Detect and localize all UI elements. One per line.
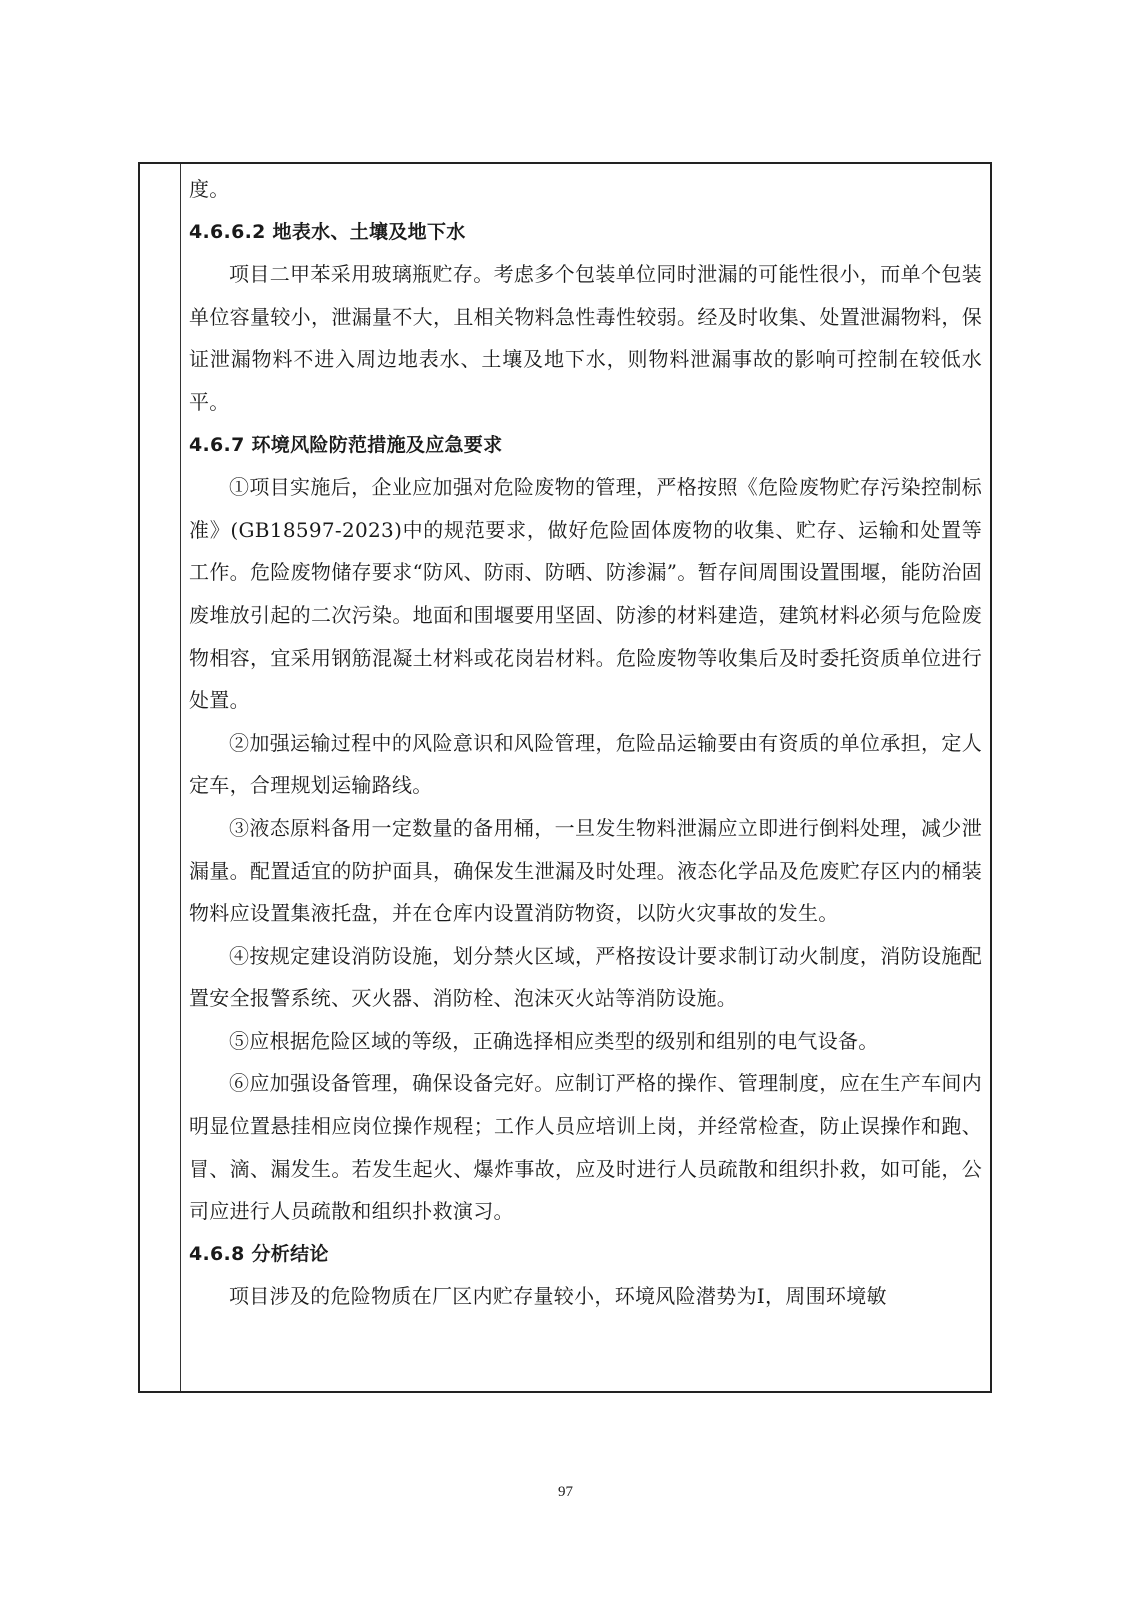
- table-left-column: [140, 164, 181, 1391]
- continued-text: 度。: [189, 177, 230, 201]
- paragraph-measure-3: ③液态原料备用一定数量的备用桶，一旦发生物料泄漏应立即进行倒料处理，减少泄漏量。配置适宜的防护面具，确保发生泄漏及时处理。液态化学品及危废贮存区内的桶装物料应设置集液托盘，并在仓库内设置消防物资，以防火灾事故的发生。: [189, 815, 982, 926]
- paragraph-conclusion: 项目涉及的危险物质在厂区内贮存量较小，环境风险潜势为I，周围环境敏: [229, 1284, 887, 1309]
- document-table: [138, 162, 992, 1393]
- paragraph-measure-6: ⑥应加强设备管理，确保设备完好。应制订严格的操作、管理制度，应在生产车间内明显位置悬挂相应岗位操作规程；工作人员应培训上岗，并经常检查，防止误操作和跑、冒、滴、漏发生。若发生起火、爆炸事故，应及时进行人员疏散和组织扑救，如可能，公司应进行人员疏散和组织扑救演习。: [189, 1071, 982, 1224]
- paragraph-measure-4: ④按规定建设消防设施，划分禁火区域，严格按设计要求制订动火制度，消防设施配置安全报警系统、灭火器、消防栓、泡沫灭火站等消防设施。: [189, 943, 982, 1011]
- paragraph-measure-5: ⑤应根据危险区域的等级，正确选择相应类型的级别和组别的电气设备。: [229, 1028, 879, 1053]
- section-heading-4-6-7: 4.6.7 环境风险防范措施及应急要求: [189, 433, 503, 456]
- section-heading-4-6-6-2: 4.6.6.2 地表水、土壤及地下水: [189, 220, 466, 243]
- paragraph-measure-2: ②加强运输过程中的风险意识和风险管理，危险品运输要由有资质的单位承担，定人定车，合理规划运输路线。: [189, 730, 982, 798]
- paragraph-measure-1: ①项目实施后，企业应加强对危险废物的管理，严格按照《危险废物贮存污染控制标准》(GB18597-2023)中的规范要求，做好危险固体废物的收集、贮存、运输和处置等工作。危险废物储存要求“防风、防雨、防晒、防渗漏”。暂存间周围设置围堰，能防治固废堆放引起的二次污染。地面和围堰要用坚固、防渗的材料建造，建筑材料必须与危险废物相容，宜采用钢筋混凝土材料或花岗岩材料。危险废物等收集后及时委托资质单位进行处置。: [189, 475, 982, 713]
- section-heading-4-6-8: 4.6.8 分析结论: [189, 1242, 329, 1265]
- page-number: 97: [558, 1484, 573, 1500]
- paragraph-surface-water: 项目二甲苯采用玻璃瓶贮存。考虑多个包装单位同时泄漏的可能性很小，而单个包装单位容量较小，泄漏量不大，且相关物料急性毒性较弱。经及时收集、处置泄漏物料，保证泄漏物料不进入周边地表水、土壤及地下水，则物料泄漏事故的影响可控制在较低水平。: [189, 262, 982, 414]
- document-body: [189, 168, 982, 1318]
